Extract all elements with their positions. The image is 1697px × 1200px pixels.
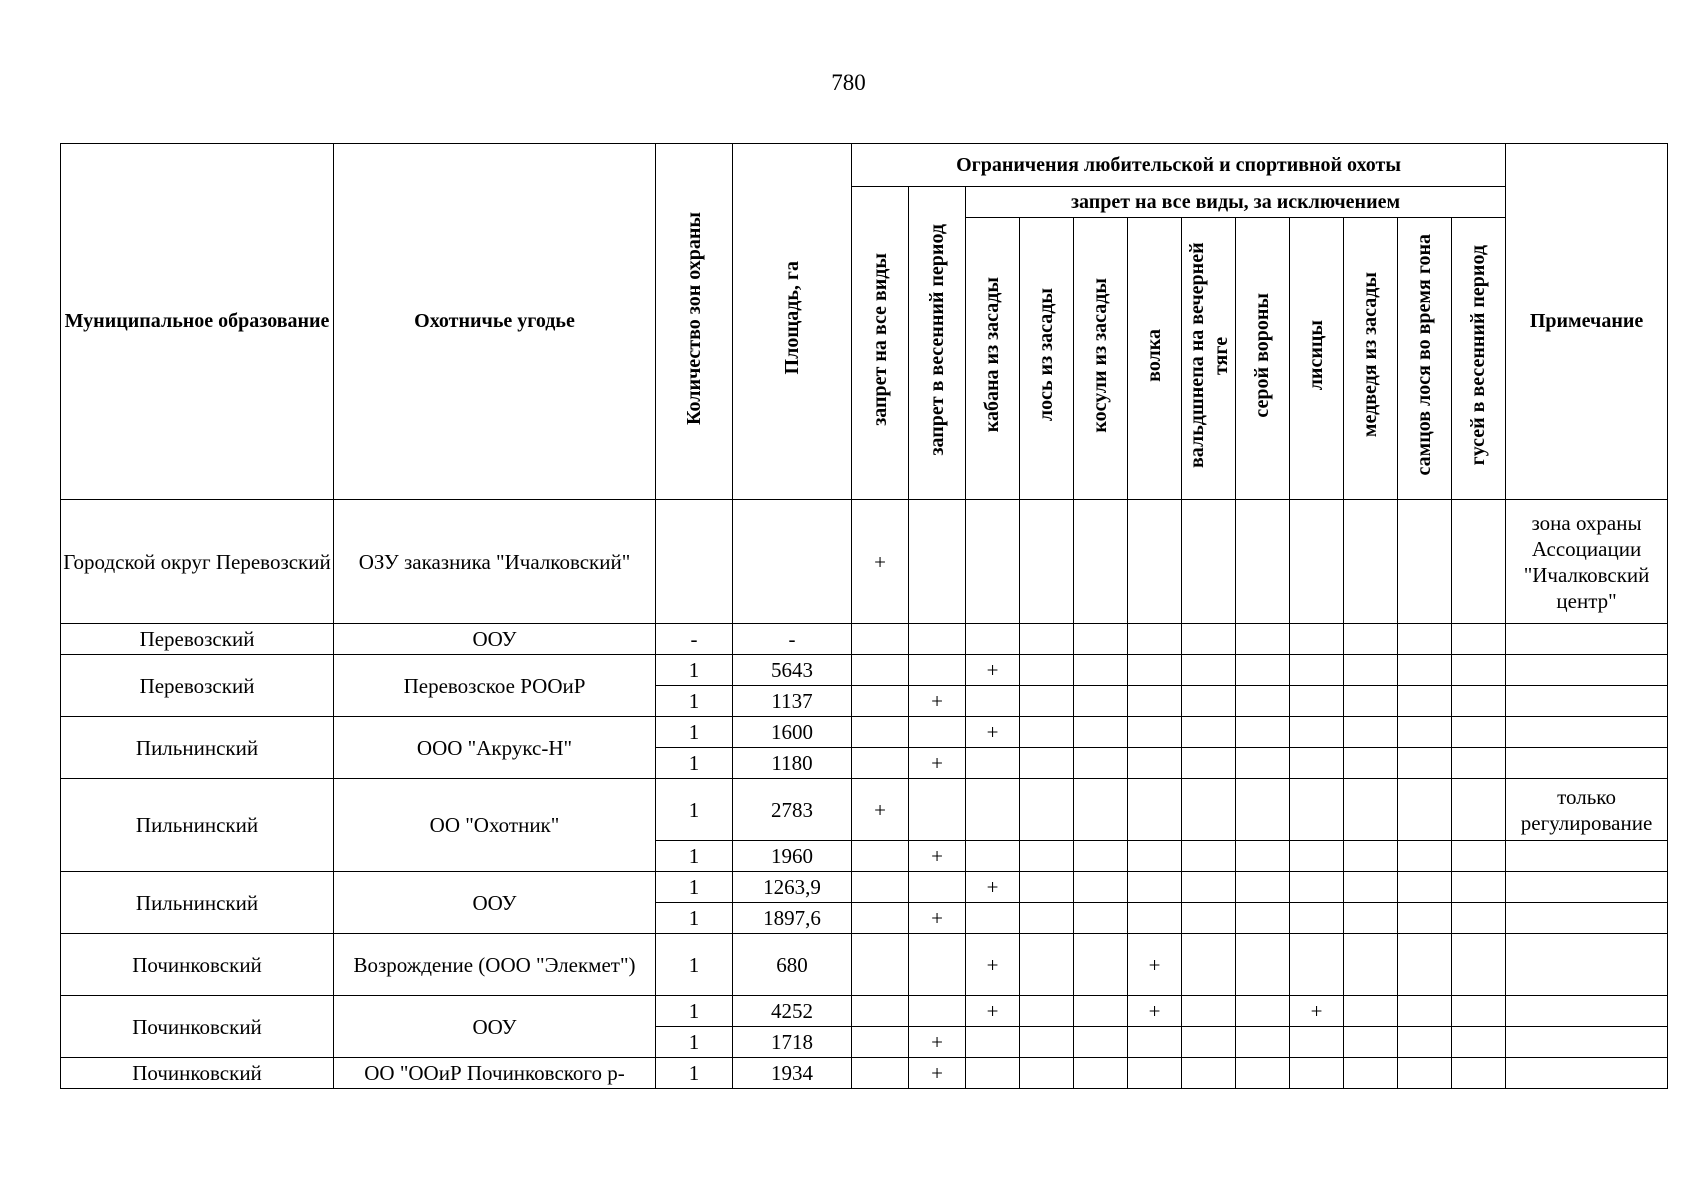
empty-cell	[1128, 903, 1182, 934]
empty-cell	[1398, 500, 1452, 624]
cell-zones-count: 1	[656, 748, 733, 779]
empty-cell	[1398, 841, 1452, 872]
header-hunting-ground: Охотничье угодье	[334, 144, 656, 500]
cell-mark-wolf: +	[1128, 934, 1182, 996]
empty-cell	[852, 996, 909, 1027]
empty-cell	[1506, 1027, 1668, 1058]
empty-cell	[1074, 748, 1128, 779]
hunting-restrictions-table	[60, 143, 1668, 1089]
empty-cell	[1182, 996, 1236, 1027]
cell-hunting-ground: ОЗУ заказника "Ичалковский"	[334, 500, 656, 624]
cell-zones-count: 1	[656, 686, 733, 717]
cell-municipality: Пильнинский	[61, 717, 334, 779]
cell-area: 5643	[733, 655, 852, 686]
empty-cell	[1236, 717, 1290, 748]
empty-cell	[1452, 872, 1506, 903]
empty-cell	[1452, 1027, 1506, 1058]
empty-cell	[1182, 748, 1236, 779]
empty-cell	[966, 624, 1020, 655]
empty-cell	[1182, 779, 1236, 841]
empty-cell	[1452, 841, 1506, 872]
cell-hunting-ground: ОО "Охотник"	[334, 779, 656, 872]
empty-cell	[1398, 655, 1452, 686]
empty-cell	[1398, 779, 1452, 841]
empty-cell	[1452, 748, 1506, 779]
table-row	[61, 872, 1668, 903]
empty-cell	[1506, 748, 1668, 779]
empty-cell	[1128, 748, 1182, 779]
empty-cell	[1074, 934, 1128, 996]
empty-cell	[1020, 1027, 1074, 1058]
table-row	[61, 655, 1668, 686]
empty-cell	[1020, 841, 1074, 872]
empty-cell	[966, 841, 1020, 872]
cell-area: 1263,9	[733, 872, 852, 903]
empty-cell	[909, 779, 966, 841]
header-ban-all: запрет на все виды	[852, 187, 909, 500]
empty-cell	[852, 841, 909, 872]
empty-cell	[1344, 686, 1398, 717]
empty-cell	[1182, 624, 1236, 655]
cell-area: 1718	[733, 1027, 852, 1058]
table-body	[61, 500, 1668, 1089]
empty-cell	[1020, 500, 1074, 624]
empty-cell	[1074, 841, 1128, 872]
cell-mark-boar: +	[966, 996, 1020, 1027]
cell-municipality: Пильнинский	[61, 779, 334, 872]
empty-cell	[1506, 1058, 1668, 1089]
empty-cell	[852, 903, 909, 934]
empty-cell	[1344, 872, 1398, 903]
cell-zones-count: 1	[656, 872, 733, 903]
header-exception-crow: серой вороны	[1236, 218, 1290, 500]
empty-cell	[1020, 779, 1074, 841]
page-number: 780	[831, 70, 866, 95]
cell-municipality: Городской округ Перевозский	[61, 500, 334, 624]
header-note: Примечание	[1506, 144, 1668, 500]
empty-cell	[1236, 1027, 1290, 1058]
empty-cell	[1398, 872, 1452, 903]
cell-municipality: Перевозский	[61, 624, 334, 655]
cell-hunting-ground: ООУ	[334, 996, 656, 1058]
empty-cell	[852, 872, 909, 903]
header-municipality: Муниципальное образование	[61, 144, 334, 500]
empty-cell	[1020, 655, 1074, 686]
empty-cell	[1074, 1058, 1128, 1089]
empty-cell	[1290, 903, 1344, 934]
empty-cell	[1344, 1027, 1398, 1058]
empty-cell	[1236, 655, 1290, 686]
cell-zones-count: 1	[656, 779, 733, 841]
table-row	[61, 1058, 1668, 1089]
empty-cell	[1236, 903, 1290, 934]
empty-cell	[1452, 500, 1506, 624]
empty-cell	[852, 717, 909, 748]
empty-cell	[1344, 934, 1398, 996]
empty-cell	[1182, 841, 1236, 872]
empty-cell	[1290, 748, 1344, 779]
empty-cell	[966, 779, 1020, 841]
empty-cell	[1182, 872, 1236, 903]
cell-municipality: Пильнинский	[61, 872, 334, 934]
empty-cell	[1020, 1058, 1074, 1089]
cell-note: только регулирование	[1506, 779, 1668, 841]
cell-mark: +	[909, 1027, 966, 1058]
cell-hunting-ground: ООУ	[334, 624, 656, 655]
empty-cell	[1128, 624, 1182, 655]
header-restrictions: Ограничения любительской и спортивной охоты	[852, 144, 1506, 187]
empty-cell	[1236, 686, 1290, 717]
empty-cell	[1236, 748, 1290, 779]
empty-cell	[852, 624, 909, 655]
empty-cell	[966, 500, 1020, 624]
cell-zones-count: 1	[656, 1058, 733, 1089]
empty-cell	[1506, 872, 1668, 903]
empty-cell	[1074, 996, 1128, 1027]
empty-cell	[1506, 624, 1668, 655]
cell-municipality: Перевозский	[61, 655, 334, 717]
empty-cell	[909, 934, 966, 996]
empty-cell	[1236, 996, 1290, 1027]
empty-cell	[1452, 624, 1506, 655]
empty-cell	[1290, 1027, 1344, 1058]
cell-zones-count: 1	[656, 903, 733, 934]
empty-cell	[1020, 903, 1074, 934]
header-zones-count: Количество зон охраны	[656, 144, 733, 500]
empty-cell	[909, 655, 966, 686]
table-row	[61, 500, 1668, 624]
empty-cell	[852, 655, 909, 686]
cell-mark: +	[966, 717, 1020, 748]
empty-cell	[1398, 1058, 1452, 1089]
cell-hunting-ground: ОО "ООиР Починковского р-	[334, 1058, 656, 1089]
empty-cell	[1074, 717, 1128, 748]
cell-area: 1137	[733, 686, 852, 717]
header-ban-spring: запрет в весенний период	[909, 187, 966, 500]
cell-hunting-ground: ООО "Акрукс-Н"	[334, 717, 656, 779]
empty-cell	[1020, 748, 1074, 779]
header-exception-woodcock: вальдшнепа на вечерней тяге	[1182, 218, 1236, 500]
empty-cell	[909, 996, 966, 1027]
cell-zones-count: -	[656, 624, 733, 655]
empty-cell	[1236, 841, 1290, 872]
cell-area: 1600	[733, 717, 852, 748]
cell-note: зона охраны Ассоциации "Ичалковский центр"	[1506, 500, 1668, 624]
cell-zones-count: 1	[656, 717, 733, 748]
cell-municipality: Починковский	[61, 996, 334, 1058]
empty-cell	[1398, 934, 1452, 996]
cell-hunting-ground: Перевозское РООиР	[334, 655, 656, 717]
table-row	[61, 934, 1668, 996]
empty-cell	[1236, 934, 1290, 996]
empty-cell	[1128, 1058, 1182, 1089]
cell-hunting-ground: ООУ	[334, 872, 656, 934]
cell-area: 1897,6	[733, 903, 852, 934]
table-row	[61, 996, 1668, 1027]
empty-cell	[1182, 500, 1236, 624]
empty-cell	[909, 717, 966, 748]
empty-cell	[1182, 686, 1236, 717]
header-exception-roe-deer: косули из засады	[1074, 218, 1128, 500]
empty-cell	[1398, 624, 1452, 655]
empty-cell	[1128, 1027, 1182, 1058]
empty-cell	[1236, 624, 1290, 655]
empty-cell	[1344, 841, 1398, 872]
cell-mark-boar: +	[966, 934, 1020, 996]
empty-cell	[1290, 686, 1344, 717]
empty-cell	[1290, 934, 1344, 996]
table-header	[61, 144, 1668, 500]
empty-cell	[966, 1027, 1020, 1058]
cell-mark: +	[909, 903, 966, 934]
empty-cell	[1290, 624, 1344, 655]
empty-cell	[966, 686, 1020, 717]
header-exception-bear: медведя из засады	[1344, 218, 1398, 500]
cell-mark: +	[966, 872, 1020, 903]
empty-cell	[1344, 717, 1398, 748]
empty-cell	[1074, 872, 1128, 903]
empty-cell	[1020, 872, 1074, 903]
cell-zones-count: 1	[656, 996, 733, 1027]
cell-zones-count	[656, 500, 733, 624]
empty-cell	[1344, 996, 1398, 1027]
empty-cell	[1020, 624, 1074, 655]
empty-cell	[1128, 655, 1182, 686]
empty-cell	[1074, 903, 1128, 934]
empty-cell	[1236, 872, 1290, 903]
empty-cell	[1074, 779, 1128, 841]
empty-cell	[1452, 686, 1506, 717]
cell-hunting-ground: Возрождение (ООО "Элекмет")	[334, 934, 656, 996]
empty-cell	[1344, 748, 1398, 779]
empty-cell	[1020, 934, 1074, 996]
empty-cell	[1290, 872, 1344, 903]
cell-area: 1934	[733, 1058, 852, 1089]
cell-area	[733, 500, 852, 624]
empty-cell	[852, 1058, 909, 1089]
cell-mark: +	[909, 841, 966, 872]
empty-cell	[1452, 717, 1506, 748]
cell-area: 1180	[733, 748, 852, 779]
cell-area: 680	[733, 934, 852, 996]
cell-area: 4252	[733, 996, 852, 1027]
empty-cell	[909, 500, 966, 624]
empty-cell	[1344, 1058, 1398, 1089]
empty-cell	[1452, 903, 1506, 934]
empty-cell	[909, 624, 966, 655]
empty-cell	[1506, 996, 1668, 1027]
cell-municipality: Починковский	[61, 1058, 334, 1089]
cell-mark-wolf: +	[1128, 996, 1182, 1027]
cell-area: -	[733, 624, 852, 655]
empty-cell	[1020, 686, 1074, 717]
header-area: Площадь, га	[733, 144, 852, 500]
empty-cell	[1020, 717, 1074, 748]
empty-cell	[1506, 717, 1668, 748]
empty-cell	[1074, 624, 1128, 655]
empty-cell	[852, 1027, 909, 1058]
cell-mark: +	[852, 779, 909, 841]
cell-zones-count: 1	[656, 934, 733, 996]
empty-cell	[1182, 717, 1236, 748]
cell-zones-count: 1	[656, 841, 733, 872]
empty-cell	[1236, 500, 1290, 624]
empty-cell	[1236, 1058, 1290, 1089]
empty-cell	[1128, 841, 1182, 872]
cell-mark: +	[852, 500, 909, 624]
cell-area: 1960	[733, 841, 852, 872]
empty-cell	[1182, 903, 1236, 934]
empty-cell	[1128, 779, 1182, 841]
empty-cell	[1398, 686, 1452, 717]
header-exception-moose-rut: самцов лося во время гона	[1398, 218, 1452, 500]
empty-cell	[966, 748, 1020, 779]
table-row	[61, 624, 1668, 655]
empty-cell	[1074, 655, 1128, 686]
cell-municipality: Починковский	[61, 934, 334, 996]
cell-zones-count: 1	[656, 1027, 733, 1058]
empty-cell	[1398, 903, 1452, 934]
empty-cell	[966, 1058, 1020, 1089]
table-row	[61, 779, 1668, 841]
empty-cell	[1182, 934, 1236, 996]
empty-cell	[1344, 779, 1398, 841]
cell-mark: +	[966, 655, 1020, 686]
empty-cell	[966, 903, 1020, 934]
empty-cell	[1452, 1058, 1506, 1089]
empty-cell	[1182, 1027, 1236, 1058]
empty-cell	[1290, 717, 1344, 748]
empty-cell	[1398, 748, 1452, 779]
empty-cell	[1344, 624, 1398, 655]
empty-cell	[1506, 655, 1668, 686]
header-ban-except: запрет на все виды, за исключением	[966, 187, 1506, 218]
header-exception-wolf: волка	[1128, 218, 1182, 500]
empty-cell	[1452, 934, 1506, 996]
empty-cell	[1344, 655, 1398, 686]
cell-mark: +	[909, 686, 966, 717]
empty-cell	[1290, 779, 1344, 841]
empty-cell	[1398, 996, 1452, 1027]
empty-cell	[1452, 996, 1506, 1027]
empty-cell	[1506, 686, 1668, 717]
empty-cell	[1182, 1058, 1236, 1089]
empty-cell	[1020, 996, 1074, 1027]
empty-cell	[1290, 841, 1344, 872]
table-row	[61, 717, 1668, 748]
empty-cell	[1074, 1027, 1128, 1058]
header-exception-fox: лисицы	[1290, 218, 1344, 500]
empty-cell	[1290, 500, 1344, 624]
header-exception-boar: кабана из засады	[966, 218, 1020, 500]
empty-cell	[1344, 903, 1398, 934]
cell-mark: +	[909, 1058, 966, 1089]
empty-cell	[1506, 903, 1668, 934]
cell-mark-fox: +	[1290, 996, 1344, 1027]
header-exception-geese: гусей в весенний период	[1452, 218, 1506, 500]
empty-cell	[909, 872, 966, 903]
empty-cell	[852, 686, 909, 717]
empty-cell	[1236, 779, 1290, 841]
empty-cell	[1506, 934, 1668, 996]
empty-cell	[1074, 500, 1128, 624]
empty-cell	[1398, 1027, 1452, 1058]
empty-cell	[1452, 655, 1506, 686]
empty-cell	[852, 934, 909, 996]
cell-area: 2783	[733, 779, 852, 841]
empty-cell	[1344, 500, 1398, 624]
empty-cell	[1452, 779, 1506, 841]
empty-cell	[1128, 717, 1182, 748]
empty-cell	[1506, 841, 1668, 872]
header-exception-moose: лось из засады	[1020, 218, 1074, 500]
empty-cell	[1074, 686, 1128, 717]
empty-cell	[1128, 872, 1182, 903]
empty-cell	[1128, 686, 1182, 717]
empty-cell	[852, 748, 909, 779]
empty-cell	[1290, 655, 1344, 686]
empty-cell	[1398, 717, 1452, 748]
empty-cell	[1128, 500, 1182, 624]
empty-cell	[1290, 1058, 1344, 1089]
cell-zones-count: 1	[656, 655, 733, 686]
cell-mark: +	[909, 748, 966, 779]
empty-cell	[1182, 655, 1236, 686]
